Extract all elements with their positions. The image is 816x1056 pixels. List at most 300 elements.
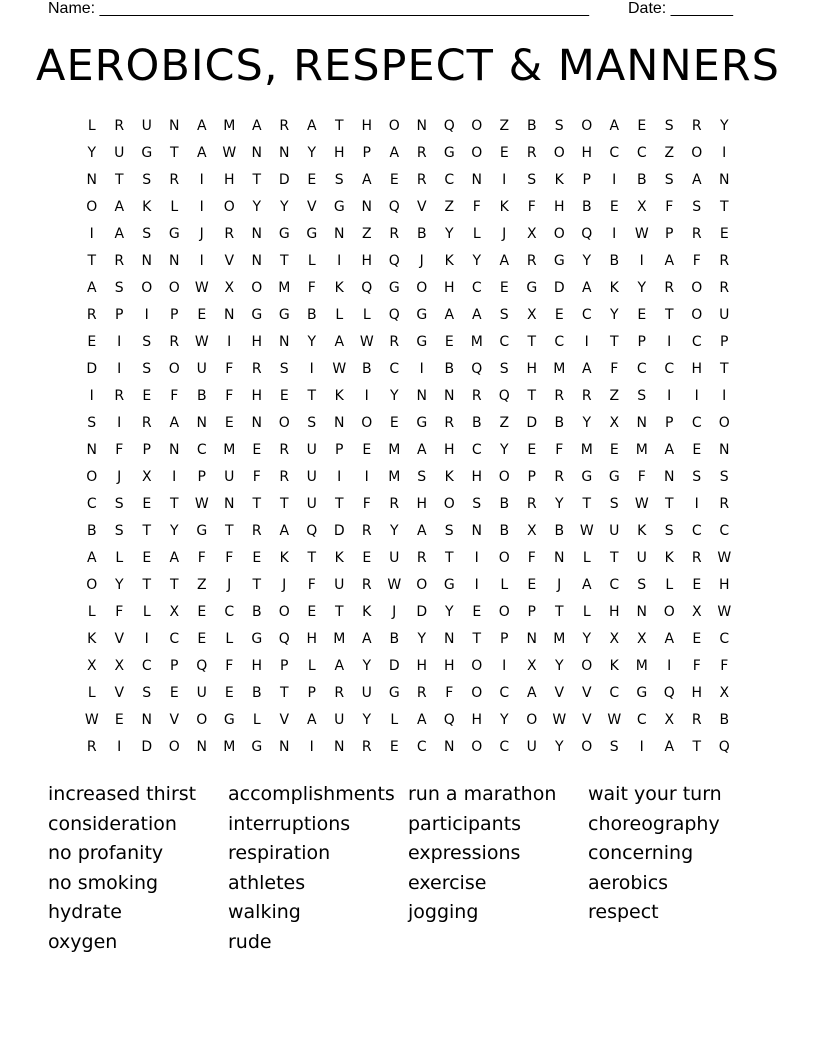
grid-letter: A [581, 360, 592, 377]
grid-letter: O [388, 117, 400, 134]
grid-letter: A [416, 711, 427, 728]
grid-letter: K [334, 279, 344, 296]
grid-letter: Y [417, 630, 427, 647]
grid-letter: L [582, 603, 591, 620]
grid-letter: W [552, 711, 567, 728]
grid-letter: C [719, 630, 730, 647]
grid-letter: N [279, 738, 290, 755]
grid-letter: O [361, 414, 373, 431]
grid-letter: T [664, 495, 674, 512]
grid-letter: I [117, 414, 122, 431]
grid-letter: T [307, 387, 317, 404]
grid-letter: I [172, 468, 177, 485]
grid-letter: H [581, 144, 593, 161]
grid-letter: O [86, 198, 98, 215]
grid-letter: L [582, 549, 591, 566]
grid-letter: N [361, 198, 372, 215]
grid-letter: L [170, 198, 179, 215]
grid-letter: E [609, 441, 619, 458]
grid-letter: X [719, 684, 730, 701]
grid-letter: N [169, 252, 180, 269]
grid-letter: U [306, 495, 317, 512]
grid-letter: N [719, 441, 730, 458]
grid-letter: E [637, 306, 647, 323]
grid-letter: J [392, 603, 397, 620]
grid-letter: N [636, 603, 647, 620]
grid-letter: U [306, 441, 317, 458]
grid-letter: K [279, 549, 289, 566]
grid-letter: O [663, 603, 675, 620]
grid-letter: E [142, 549, 152, 566]
grid-letter: I [474, 576, 479, 593]
grid-letter: T [334, 117, 344, 134]
grid-letter: F [692, 657, 701, 674]
grid-letter: C [499, 684, 510, 701]
grid-letter: E [692, 630, 702, 647]
grid-letter: Y [499, 711, 509, 728]
grid-letter: K [609, 279, 619, 296]
grid-letter: M [278, 279, 291, 296]
grid-letter: L [665, 576, 674, 593]
grid-letter: Z [664, 144, 675, 161]
grid-letter: R [169, 333, 180, 350]
grid-letter: G [388, 279, 400, 296]
grid-letter: N [334, 738, 345, 755]
grid-letter: R [664, 279, 675, 296]
grid-letter: C [636, 144, 647, 161]
grid-letter: X [526, 225, 537, 242]
grid-letter: L [142, 603, 151, 620]
grid-letter: O [498, 603, 510, 620]
grid-letter: Y [279, 198, 289, 215]
grid-letter: H [361, 117, 373, 134]
grid-letter: C [691, 522, 702, 539]
grid-letter: E [307, 171, 317, 188]
grid-letter: R [389, 333, 400, 350]
grid-letter: O [278, 414, 290, 431]
grid-letter: E [197, 630, 207, 647]
grid-letter: I [612, 171, 617, 188]
grid-letter: B [389, 630, 400, 647]
grid-letter: S [472, 495, 482, 512]
grid-letter: C [499, 333, 510, 350]
grid-letter: G [168, 225, 180, 242]
grid-letter: V [581, 684, 592, 701]
grid-letter: A [471, 306, 482, 323]
grid-letter: K [334, 387, 344, 404]
grid-letter: F [555, 441, 564, 458]
grid-letter: S [114, 495, 124, 512]
grid-letter: I [309, 738, 314, 755]
grid-letter: I [199, 171, 204, 188]
grid-letter: R [114, 117, 125, 134]
grid-letter: U [334, 711, 345, 728]
grid-letter: E [197, 306, 207, 323]
grid-letter: U [334, 576, 345, 593]
grid-letter: T [692, 738, 702, 755]
grid-letter: O [141, 279, 153, 296]
grid-letter: B [471, 414, 482, 431]
grid-letter: T [142, 522, 152, 539]
grid-letter: M [635, 657, 648, 674]
grid-letter: C [664, 360, 675, 377]
grid-letter: P [527, 468, 536, 485]
grid-letter: A [609, 117, 620, 134]
grid-letter: W [634, 225, 649, 242]
grid-letter: O [168, 738, 180, 755]
grid-letter: N [224, 495, 235, 512]
grid-letter: R [719, 279, 730, 296]
grid-letter: A [416, 441, 427, 458]
grid-letter: P [280, 657, 289, 674]
grid-letter: P [115, 306, 124, 323]
grid-letter: B [416, 225, 427, 242]
grid-letter: R [581, 387, 592, 404]
grid-letter: T [664, 306, 674, 323]
grid-letter: I [144, 630, 149, 647]
grid-letter: I [722, 387, 727, 404]
grid-letter: C [691, 333, 702, 350]
grid-letter: Y [637, 279, 647, 296]
grid-letter: R [251, 522, 262, 539]
grid-letter: R [279, 468, 290, 485]
grid-letter: P [335, 441, 344, 458]
grid-letter: Y [582, 414, 592, 431]
grid-letter: S [692, 468, 702, 485]
grid-letter: F [170, 387, 179, 404]
grid-letter: K [609, 657, 619, 674]
grid-letter: G [581, 468, 593, 485]
grid-letter: O [471, 117, 483, 134]
grid-letter: A [664, 738, 675, 755]
grid-letter: Q [306, 522, 318, 539]
grid-letter: X [141, 468, 152, 485]
grid-letter: K [362, 603, 372, 620]
grid-letter: L [87, 603, 96, 620]
grid-letter: R [389, 225, 400, 242]
grid-letter: N [251, 414, 262, 431]
grid-letter: I [474, 549, 479, 566]
grid-letter: R [691, 117, 702, 134]
grid-letter: U [719, 306, 730, 323]
grid-letter: P [170, 657, 179, 674]
grid-letter: S [664, 117, 674, 134]
grid-letter: E [362, 441, 372, 458]
grid-letter: B [581, 198, 592, 215]
grid-letter: R [361, 576, 372, 593]
grid-letter: Z [609, 387, 620, 404]
grid-letter: J [419, 252, 424, 269]
grid-letter: F [362, 495, 371, 512]
grid-letter: S [142, 360, 152, 377]
grid-letter: L [307, 657, 316, 674]
grid-letter: K [444, 468, 454, 485]
grid-letter: P [720, 333, 729, 350]
grid-letter: G [636, 684, 648, 701]
grid-letter: P [170, 306, 179, 323]
word-list-item: wait your turn [588, 783, 722, 805]
word-list-item: no profanity [48, 842, 164, 865]
grid-letter: F [610, 360, 619, 377]
grid-letter: R [361, 522, 372, 539]
grid-letter: I [502, 657, 507, 674]
grid-letter: P [142, 441, 151, 458]
grid-letter: Q [388, 306, 400, 323]
grid-letter: C [169, 630, 180, 647]
grid-letter: G [278, 225, 290, 242]
grid-letter: S [142, 684, 152, 701]
grid-letter: I [694, 387, 699, 404]
grid-letter: H [691, 684, 703, 701]
grid-letter: S [692, 198, 702, 215]
word-list-item: hydrate [48, 901, 122, 924]
grid-letter: H [361, 252, 373, 269]
grid-letter: J [227, 576, 232, 593]
grid-letter: R [526, 495, 537, 512]
grid-letter: R [86, 738, 97, 755]
grid-letter: I [89, 225, 94, 242]
grid-letter: Y [499, 441, 509, 458]
grid-letter: H [333, 144, 345, 161]
grid-letter: A [664, 441, 675, 458]
worksheet-header [48, 0, 740, 20]
grid-letter: N [471, 522, 482, 539]
grid-letter: S [279, 360, 289, 377]
grid-letter: Z [499, 414, 510, 431]
grid-letter: N [444, 630, 455, 647]
grid-letter: O [498, 468, 510, 485]
grid-letter: N [636, 414, 647, 431]
grid-letter: F [197, 549, 206, 566]
grid-letter: H [223, 171, 235, 188]
grid-letter: B [719, 711, 730, 728]
grid-letter: O [86, 468, 98, 485]
grid-letter: B [499, 495, 510, 512]
grid-letter: N [251, 252, 262, 269]
grid-letter: A [306, 711, 317, 728]
grid-letter: Q [663, 684, 675, 701]
grid-letter: Y [362, 711, 372, 728]
grid-letter: J [117, 468, 122, 485]
grid-letter: N [444, 387, 455, 404]
grid-letter: E [554, 306, 564, 323]
grid-letter: R [691, 711, 702, 728]
grid-letter: E [114, 711, 124, 728]
grid-letter: P [197, 468, 206, 485]
grid-letter: Z [196, 576, 207, 593]
grid-letter: W [607, 711, 622, 728]
grid-letter: I [364, 387, 369, 404]
grid-letter: R [86, 306, 97, 323]
grid-letter: O [471, 684, 483, 701]
grid-letter: C [141, 657, 152, 674]
grid-letter: Q [388, 198, 400, 215]
grid-letter: G [141, 144, 153, 161]
grid-letter: R [114, 252, 125, 269]
grid-letter: W [717, 603, 732, 620]
word-list-item: consideration [48, 812, 177, 835]
grid-letter: N [251, 225, 262, 242]
grid-letter: S [664, 522, 674, 539]
grid-letter: C [609, 576, 620, 593]
grid-letter: V [416, 198, 427, 215]
grid-letter: S [609, 495, 619, 512]
grid-letter: F [225, 549, 234, 566]
grid-letter: G [416, 414, 428, 431]
grid-letter: Y [609, 306, 619, 323]
grid-letter: L [335, 306, 344, 323]
grid-letter: L [362, 306, 371, 323]
grid-letter: I [639, 252, 644, 269]
grid-letter: B [526, 117, 537, 134]
grid-letter: V [279, 711, 290, 728]
grid-letter: Y [554, 657, 564, 674]
grid-letter: R [691, 549, 702, 566]
grid-letter: P [582, 171, 591, 188]
grid-letter: F [445, 684, 454, 701]
grid-letter: R [416, 144, 427, 161]
grid-letter: Y [169, 522, 179, 539]
grid-letter: B [251, 603, 262, 620]
grid-letter: K [554, 171, 564, 188]
grid-letter: H [443, 657, 455, 674]
grid-letter: I [227, 333, 232, 350]
grid-letter: O [416, 279, 428, 296]
grid-letter: L [252, 711, 261, 728]
grid-letter: N [169, 441, 180, 458]
grid-letter: O [471, 657, 483, 674]
grid-letter: A [334, 657, 345, 674]
grid-letter: C [86, 495, 97, 512]
grid-letter: W [194, 495, 209, 512]
grid-letter: Y [389, 387, 399, 404]
grid-letter: G [251, 306, 263, 323]
grid-letter: W [222, 144, 237, 161]
grid-letter: S [114, 279, 124, 296]
grid-letter: I [667, 657, 672, 674]
grid-letter: N [444, 738, 455, 755]
grid-letter: X [86, 657, 97, 674]
grid-letter: A [664, 252, 675, 269]
grid-letter: W [387, 576, 402, 593]
grid-letter: R [719, 252, 730, 269]
grid-letter: R [719, 495, 730, 512]
grid-letter: T [527, 387, 537, 404]
grid-letter: N [86, 441, 97, 458]
grid-letter: I [117, 738, 122, 755]
grid-letter: F [225, 657, 234, 674]
grid-letter: Q [718, 738, 730, 755]
grid-letter: D [416, 603, 428, 620]
grid-letter: C [416, 738, 427, 755]
grid-letter: C [636, 711, 647, 728]
date-line: Date: _______ [628, 0, 733, 17]
grid-letter: O [196, 711, 208, 728]
grid-letter: J [502, 225, 507, 242]
grid-letter: H [608, 603, 620, 620]
grid-letter: H [471, 468, 483, 485]
grid-letter: T [279, 495, 289, 512]
grid-letter: Y [362, 657, 372, 674]
grid-letter: S [554, 117, 564, 134]
grid-letter: O [278, 603, 290, 620]
grid-letter: E [362, 549, 372, 566]
grid-letter: B [306, 306, 317, 323]
grid-letter: O [471, 144, 483, 161]
grid-letter: N [334, 414, 345, 431]
grid-letter: O [581, 117, 593, 134]
grid-letter: O [691, 144, 703, 161]
grid-letter: L [500, 576, 509, 593]
grid-letter: I [722, 144, 727, 161]
word-list-item: jogging [408, 901, 479, 924]
grid-letter: A [279, 522, 290, 539]
grid-letter: F [307, 576, 316, 593]
grid-letter: S [114, 522, 124, 539]
grid-letter: L [225, 630, 234, 647]
grid-letter: C [609, 684, 620, 701]
grid-letter: S [142, 225, 152, 242]
grid-letter: H [251, 387, 263, 404]
grid-letter: R [361, 738, 372, 755]
grid-letter: M [635, 441, 648, 458]
grid-letter: F [115, 603, 124, 620]
grid-letter: L [87, 117, 96, 134]
grid-letter: X [664, 711, 675, 728]
grid-letter: G [416, 306, 428, 323]
grid-letter: E [307, 603, 317, 620]
grid-letter: G [196, 522, 208, 539]
grid-letter: D [141, 738, 153, 755]
grid-letter: Y [114, 576, 124, 593]
grid-letter: Q [196, 657, 208, 674]
grid-letter: S [87, 414, 97, 431]
grid-letter: E [527, 441, 537, 458]
grid-letter: T [554, 603, 564, 620]
grid-letter: O [443, 495, 455, 512]
grid-letter: C [471, 441, 482, 458]
grid-letter: G [416, 333, 428, 350]
grid-letter: T [609, 549, 619, 566]
grid-letter: R [334, 684, 345, 701]
grid-letter: T [472, 630, 482, 647]
grid-letter: F [472, 198, 481, 215]
grid-letter: J [282, 576, 287, 593]
grid-letter: O [526, 711, 538, 728]
grid-letter: E [444, 333, 454, 350]
grid-letter: N [334, 225, 345, 242]
grid-letter: F [252, 468, 261, 485]
grid-letter: B [86, 522, 97, 539]
grid-letter: O [691, 279, 703, 296]
grid-letter: P [362, 144, 371, 161]
grid-letter: A [664, 630, 675, 647]
grid-letter: O [168, 279, 180, 296]
grid-letter: T [527, 333, 537, 350]
word-list-item: concerning [588, 842, 694, 865]
grid-letter: S [637, 576, 647, 593]
grid-letter: Q [278, 630, 290, 647]
grid-letter: O [691, 306, 703, 323]
grid-letter: V [554, 684, 565, 701]
grid-letter: E [197, 603, 207, 620]
grid-letter: R [389, 495, 400, 512]
grid-letter: N [224, 306, 235, 323]
grid-letter: K [444, 252, 454, 269]
grid-letter: C [719, 522, 730, 539]
grid-letter: E [692, 441, 702, 458]
grid-letter: M [388, 441, 401, 458]
